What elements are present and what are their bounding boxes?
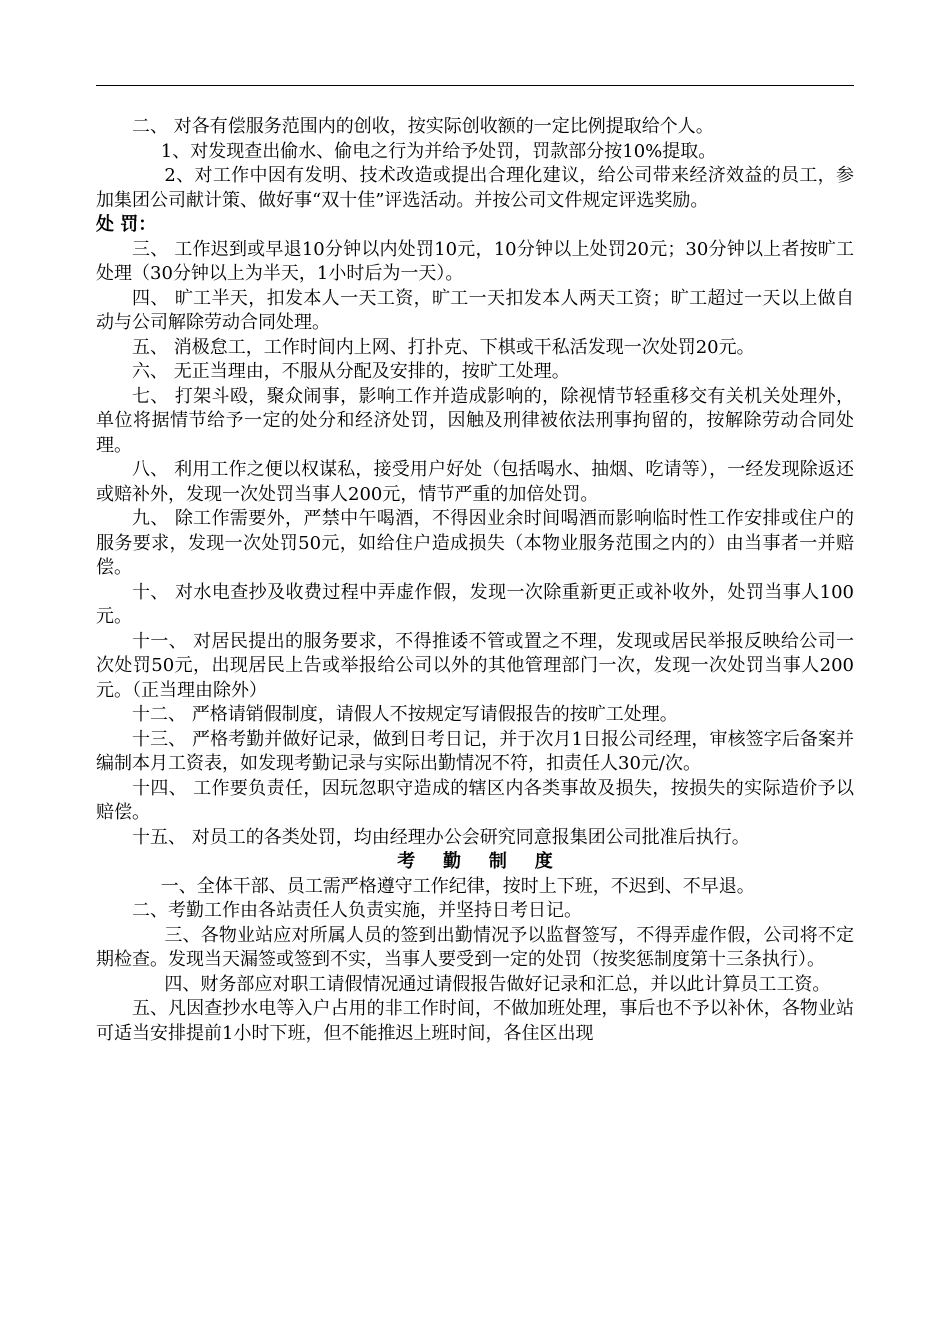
penalty-item-12: 十二、 严格请销假制度，请假人不按规定写请假报告的按旷工处理。 — [132, 704, 678, 725]
paragraph-item-2-2: 2、对工作中因有发明、技术改造或提出合理化建议，给公司带来经济效益的员工，参加集团公司献计策、做好事“双十佳”评选活动。并按公司文件规定评选奖励。 — [96, 165, 854, 211]
header-rule — [96, 85, 854, 86]
paragraph-item-2: 二、 对各有偿服务范围内的创收，按实际创收额的一定比例提取给个人。 — [132, 116, 714, 137]
attendance-title: 考 勤 制 度 — [397, 851, 564, 872]
penalty-item-13: 十三、 严格考勤并做好记录，做到日考日记，并于次月1日报公司经理，审核签字后备案并编制本月工资表，如发现考勤记录与实际出勤情况不符，扣责任人30元/次。 — [96, 728, 854, 774]
penalty-heading: 处 罚： — [96, 214, 157, 235]
penalty-item-10: 十、 对水电查抄及收费过程中弄虚作假，发现一次除重新更正或补收外，处罚当事人100元。 — [96, 581, 854, 627]
attendance-item-4: 四、财务部应对职工请假情况通过请假报告做好记录和汇总，并以此计算员工工资。 — [164, 973, 831, 995]
attendance-item-1: 一、全体干部、员工需严格遵守工作纪律，按时上下班，不迟到、不早退。 — [160, 875, 755, 897]
penalty-item-9: 九、 除工作需要外，严禁中午喝酒，不得因业余时间喝酒而影响临时性工作安排或住户的服务要求，发现一次处罚50元，如给住户造成损失（本物业服务范围之内的）由当事者一并赔偿。 — [96, 508, 854, 578]
penalty-item-11: 十一、 对居民提出的服务要求，不得推诿不管或置之不理，发现或居民举报反映给公司一次处罚50元，出现居民上告或举报给公司以外的其他管理部门一次，发现一次处罚当事人200元。（正当理由除外） — [96, 630, 854, 701]
penalty-item-5: 五、 消极怠工，工作时间内上网、打扑克、下棋或干私活发现一次处罚20元。 — [132, 336, 755, 358]
attendance-item-5: 五、凡因查抄水电等入户占用的非工作时间，不做加班处理，事后也不予以补休，各物业站可适当安排提前1小时下班，但不能推迟上班时间，各住区出现 — [96, 998, 854, 1044]
paragraph-item-2-1: 1、对发现查出偷水、偷电之行为并给予处罚，罚款部分按10%提取。 — [160, 140, 717, 162]
penalty-item-6: 六、 无正当理由，不服从分配及安排的，按旷工处理。 — [132, 361, 570, 382]
penalty-item-15: 十五、 对员工的各类处罚，均由经理办公会研究同意报集团公司批准后执行。 — [132, 826, 750, 848]
penalty-item-4: 四、 旷工半天，扣发本人一天工资，旷工一天扣发本人两天工资；旷工超过一天以上做自动与公司解除劳动合同处理。 — [96, 287, 854, 333]
document-body — [96, 115, 854, 1046]
penalty-item-8: 八、 利用工作之便以权谋私，接受用户好处（包括喝水、抽烟、吃请等），一经发现除返还或赔补外，发现一次处罚当事人200元，情节严重的加倍处罚。 — [96, 459, 854, 505]
attendance-item-3: 三、各物业站应对所属人员的签到出勤情况予以监督签写，不得弄虚作假，公司将不定期检查。发现当天漏签或签到不实，当事人要受到一定的处罚（按奖惩制度第十三条执行）。 — [96, 924, 854, 970]
attendance-item-2: 二、考勤工作由各站责任人负责实施，并坚持日考日记。 — [132, 900, 582, 921]
penalty-item-7: 七、 打架斗殴，聚众闹事，影响工作并造成影响的，除视情节轻重移交有关机关处理外，单位将据情节给予一定的处分和经济处罚，因触及刑律被依法刑事拘留的，按解除劳动合同处理。 — [96, 385, 854, 456]
penalty-item-3: 三、 工作迟到或早退10分钟以内处罚10元，10分钟以上处罚20元；30分钟以上者按旷工处理（30分钟以上为半天，1小时后为一天）。 — [96, 238, 854, 284]
penalty-item-14: 十四、 工作要负责任，因玩忽职守造成的辖区内各类事故及损失，按损失的实际造价予以赔偿。 — [96, 777, 854, 823]
